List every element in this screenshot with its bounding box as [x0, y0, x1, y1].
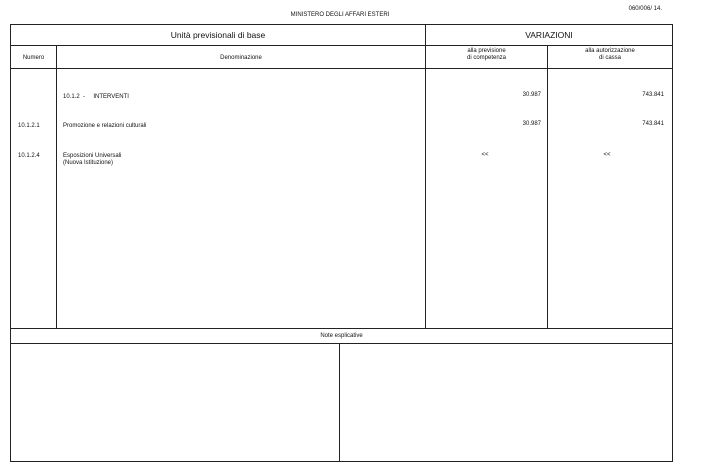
upb-group-header: Unità previsionali di base [170, 30, 266, 40]
ministry-title: MINISTERO DEGLI AFFARI ESTERI [290, 12, 390, 18]
column-header-cash [548, 48, 672, 62]
column-header-competence [426, 48, 547, 62]
row-competence: 30.987 [522, 92, 541, 98]
column-header-cash-line2: di cassa [598, 55, 621, 61]
column-header-number: Numero [22, 55, 45, 61]
column-header-cash-line1: alla autorizzazione [585, 48, 635, 54]
column-header-competence-line1: alla previsione [467, 48, 506, 54]
row-competence: 30.987 [522, 121, 541, 127]
column-header-name: Denominazione [220, 55, 262, 61]
row-cash: 743.841 [642, 92, 664, 98]
variations-group-header: VARIAZIONI [525, 30, 573, 40]
row-name [63, 153, 413, 167]
column-header-competence-line2: di competenza [466, 55, 507, 61]
row-number: 10.1.2.4 [18, 153, 40, 159]
row-name-line1: Esposizioni Universali [63, 153, 122, 159]
budget-table [10, 24, 673, 329]
page-reference: 060/006/ 14. [628, 6, 662, 12]
notes-section [10, 328, 673, 462]
row-cash: << [603, 152, 611, 158]
row-competence: << [481, 152, 489, 158]
row-number: 10.1.2.1 [18, 123, 40, 129]
notes-title: Note esplicative [320, 333, 363, 339]
row-name: 10.1.2 - INTERVENTI [63, 94, 129, 100]
row-cash: 743.841 [642, 121, 664, 127]
row-name-line2: (Nuova Istituzione) [63, 160, 114, 166]
row-name: Promozione e relazioni culturali [63, 123, 147, 129]
